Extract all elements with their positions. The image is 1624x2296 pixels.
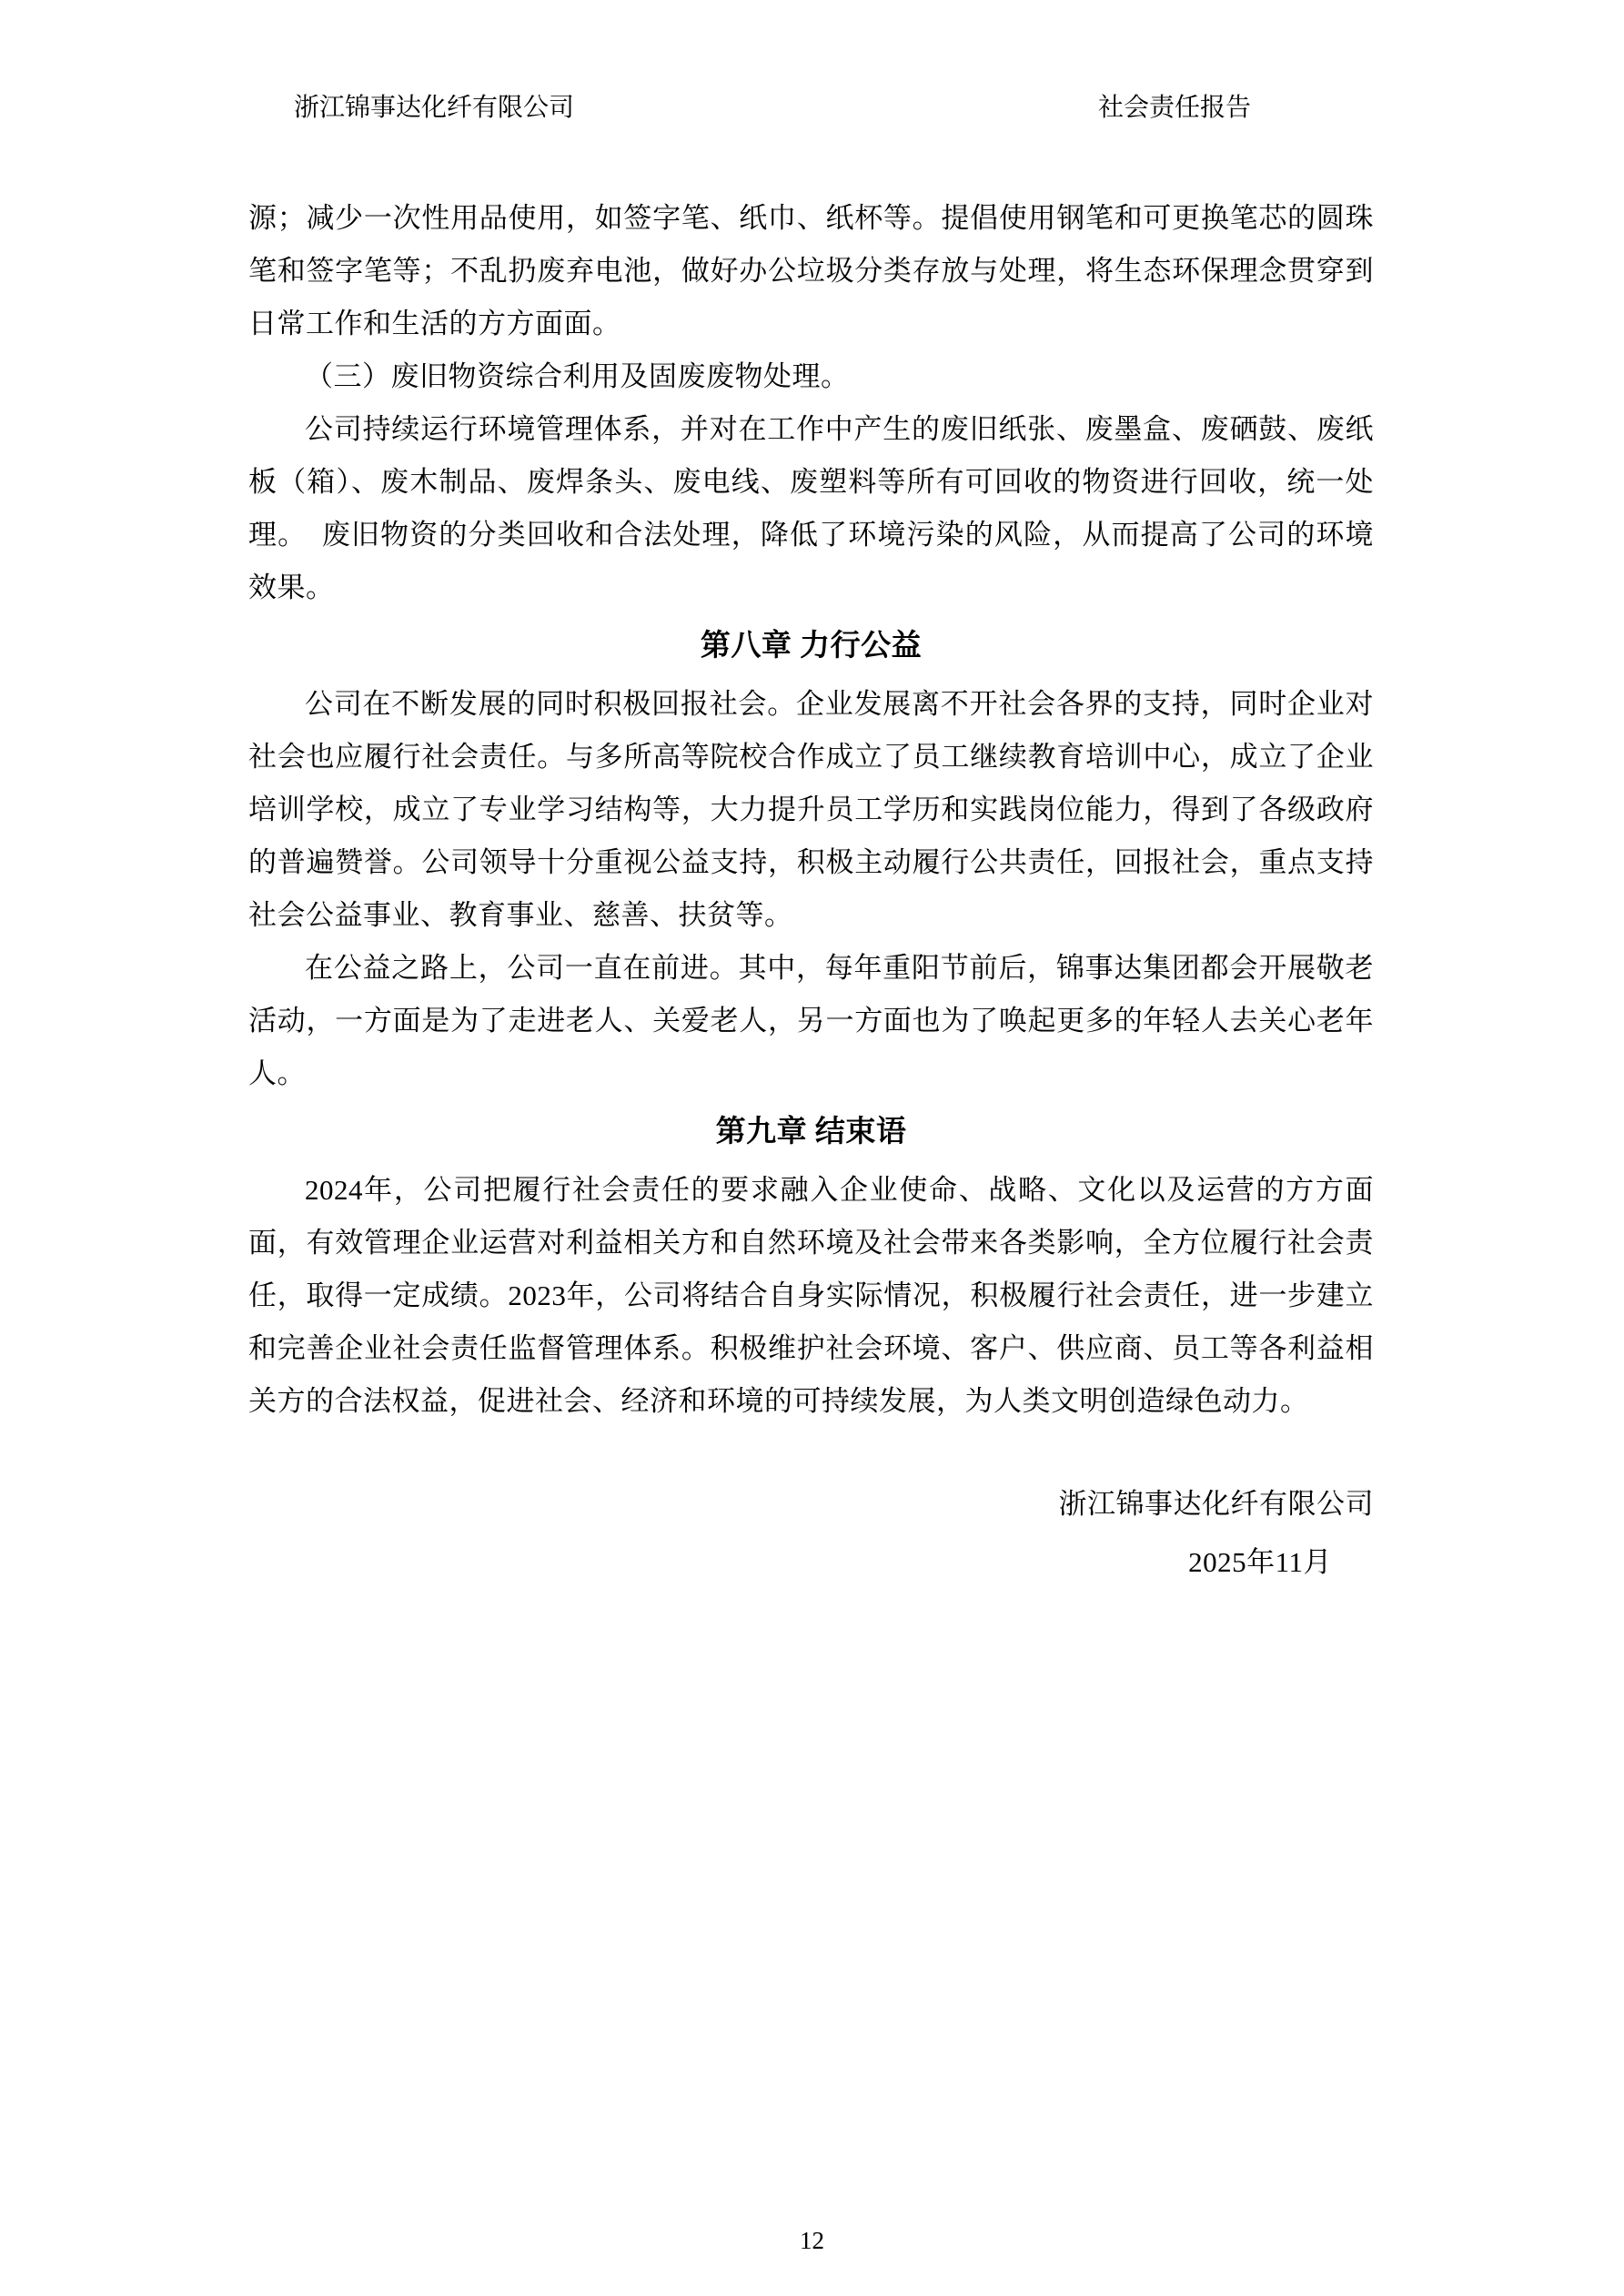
chapter-8-heading: 第八章 力行公益 (700, 630, 923, 663)
document-body (248, 192, 1374, 1592)
page-footer (0, 2227, 1624, 2254)
paragraph-item-three: （三）废旧物资综合利用及固废废物处理。 (305, 360, 850, 392)
page-number: 12 (800, 2227, 824, 2254)
signature-date: 2025年11月 (1188, 1546, 1332, 1578)
page-header (0, 0, 1624, 123)
header-company-name: 浙江锦事达化纤有限公司 (294, 94, 575, 122)
signature-company-name: 浙江锦事达化纤有限公司 (1058, 1488, 1374, 1520)
paragraph-recycling: 公司持续运行环境管理体系，并对在工作中产生的废旧纸张、废墨盒、废硒鼓、废纸板（箱）、废木制品、废焊条头、废电线、废塑料等所有可回收的物资进行回收，统一处理。 废旧物资的分类回收和合法处理，降低了环境污染的风险，从而提高了公司的环境效果。 (248, 413, 1374, 603)
header-report-title: 社会责任报告 (1097, 94, 1251, 122)
signature-block (248, 1475, 1374, 1592)
chapter-9-heading: 第九章 结束语 (715, 1116, 907, 1148)
paragraph-continuation: 源；减少一次性用品使用，如签字笔、纸巾、纸杯等。提倡使用钢笔和可更换笔芯的圆珠笔和签字笔等；不乱扔废弃电池，做好办公垃圾分类存放与处理，将生态环保理念贯穿到日常工作和生活的方方面面。 (248, 202, 1374, 339)
paragraph-public-welfare-1: 公司在不断发展的同时积极回报社会。企业发展离不开社会各界的支持，同时企业对社会也应履行社会责任。与多所高等院校合作成立了员工继续教育培训中心，成立了企业培训学校，成立了专业学习结构等，大力提升员工学历和实践岗位能力，得到了各级政府的普遍赞誉。公司领导十分重视公益支持，积极主动履行公共责任，回报社会，重点支持社会公益事业、教育事业、慈善、扶贫等。 (248, 688, 1374, 931)
paragraph-closing: 2024年，公司把履行社会责任的要求融入企业使命、战略、文化以及运营的方方面面，有效管理企业运营对利益相关方和自然环境及社会带来各类影响，全方位履行社会责任，取得一定成绩。2023年，公司将结合自身实际情况，积极履行社会责任，进一步建立和完善企业社会责任监督管理体系。积极维护社会环境、客户、供应商、员工等各利益相关方的合法权益，促进社会、经济和环境的可持续发展，为人类文明创造绿色动力。 (248, 1174, 1374, 1417)
paragraph-public-welfare-2: 在公益之路上，公司一直在前进。其中，每年重阳节前后，锦事达集团都会开展敬老活动，一方面是为了走进老人、关爱老人，另一方面也为了唤起更多的年轻人去关心老年人。 (248, 952, 1374, 1089)
